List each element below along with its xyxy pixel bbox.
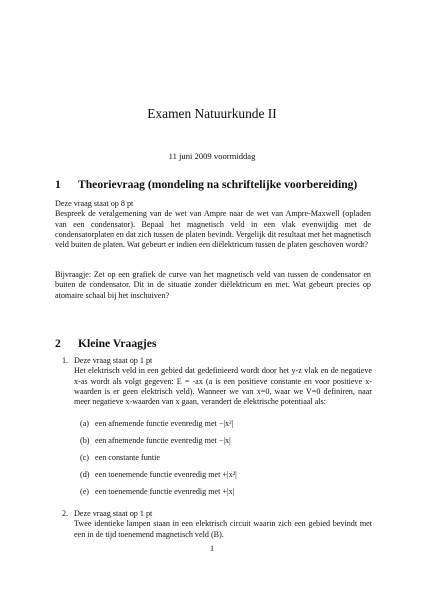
section-1-paragraph-1 xyxy=(55,199,371,250)
question-1-text: Het elektrisch veld in een gebied dat gedefinieerd wordt door het y-z vlak en de negatieve x-as wordt als volgt gegeven: E = -ax (a is een positieve constante en voor positieve x-waarden is er geen elektrisch veld). Wanneer we van x=0, waar we V=0 definiren, naar meer negatieve x-waarden van x gaan, verandert de elektrische potentiaal als: xyxy=(74,366,372,407)
document-date: 11 juni 2009 voormiddag xyxy=(168,151,256,161)
option-text: een afnemende functie evenredig met −|x| xyxy=(95,436,231,445)
question-2-text: Twee identieke lampen staan in een elektrisch circuit waarin zich een gebied bevindt met een in de tijd toenemend magnetisch veld (B). xyxy=(74,519,372,539)
section-1-number: 1 xyxy=(55,178,61,191)
section-1-paragraph-2 xyxy=(55,270,371,301)
question-2-points: Deze vraag staat op 1 pt xyxy=(74,509,153,518)
option-text: een toenemende functie evenredig met +|x| xyxy=(95,487,235,496)
option-text: een constante funtie xyxy=(95,453,160,462)
section-1-heading xyxy=(55,178,357,191)
follow-up-question: Bijvraagje: Zet op een grafiek de curve van het magnetisch veld van tussen de condensator en buiten de condensator. Dit in de situatie zonder diëlektricum en met. Wat gebeurt precies op atomaire schaal bij het inschuiven? xyxy=(55,270,371,300)
option-label: (d) xyxy=(80,470,90,479)
question-1 xyxy=(62,356,372,407)
question-2-label: 2. xyxy=(62,509,69,518)
option-e xyxy=(80,487,234,496)
option-c xyxy=(80,453,160,462)
section-2-number: 2 xyxy=(55,337,61,350)
option-d xyxy=(80,470,237,479)
section-2-heading xyxy=(55,337,156,350)
page-number: 1 xyxy=(209,544,215,553)
document-title: Examen Natuurkunde II xyxy=(147,106,277,121)
option-text: een toenemende functie evenredig met +|x²| xyxy=(95,470,237,479)
section-2-title: Kleine Vraagjes xyxy=(78,337,157,350)
option-text: een afnemende functie evenredig met −|x²| xyxy=(95,419,234,428)
option-label: (b) xyxy=(80,436,90,445)
question-1-label: 1. xyxy=(62,356,69,365)
option-b xyxy=(80,436,231,445)
question-text: Bespreek de veralgemening van de wet van Ampre naar de wet van Ampre-Maxwell (opladen van een condensator). Bepaal het magnetisch veld in een vlak evenwijdig met de condensatorplaten en dat zich tussen de platen bevindt. Vergelijk dit resultaat met het magnetisch veld buiten de platen. Wat gebeurt er indien een diëlektricum tussen de platen geschoven wordt? xyxy=(55,209,371,250)
section-1-title: Theorievraag (mondeling na schriftelijke voorbereiding) xyxy=(78,178,358,191)
option-label: (e) xyxy=(80,487,90,496)
option-label: (c) xyxy=(80,453,90,462)
points-line: Deze vraag staat op 8 pt xyxy=(55,199,134,208)
question-1-points: Deze vraag staat op 1 pt xyxy=(74,356,153,365)
option-label: (a) xyxy=(80,419,90,428)
option-a xyxy=(80,419,233,428)
question-2 xyxy=(62,509,372,540)
